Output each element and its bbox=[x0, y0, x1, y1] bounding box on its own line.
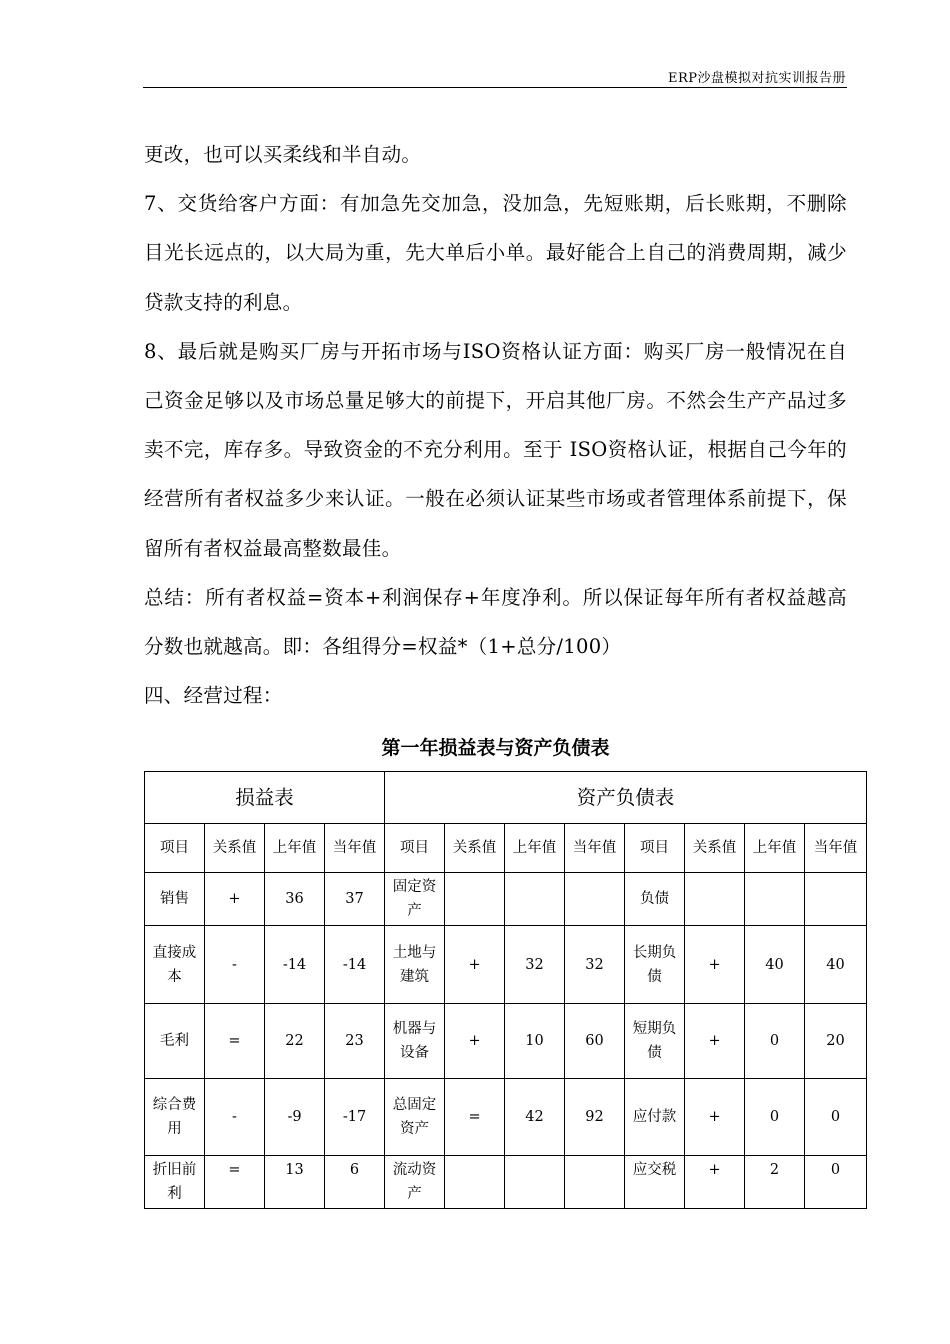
income-this-year-cell: 23 bbox=[325, 1004, 385, 1079]
income-last-year-cell: 36 bbox=[265, 873, 325, 926]
section-header-row bbox=[145, 772, 867, 824]
col-item-header: 项目 bbox=[145, 824, 205, 873]
assets-last-year-cell bbox=[505, 873, 565, 926]
liab-item-cell: 短期负债 bbox=[625, 1004, 685, 1079]
income-last-year-cell: 13 bbox=[265, 1156, 325, 1209]
paragraph: 8、最后就是购买厂房与开拓市场与ISO资格认证方面：购买厂房一般情况在自己资金足够以及市场总量足够大的前提下，开启其他厂房。不然会生产产品过多卖不完，库存多。导致资金的不充分利用。至于 ISO资格认证，根据自己今年的经营所有者权益多少来认证。一般在必须认证某些市场或者管理体系前提下，保留所有者权益最高整数最佳。 bbox=[144, 339, 847, 560]
assets-last-year-cell: 42 bbox=[505, 1079, 565, 1156]
header-divider bbox=[143, 87, 847, 88]
liab-this-year-cell bbox=[805, 873, 867, 926]
liab-item-cell: 长期负债 bbox=[625, 926, 685, 1004]
income-relation-cell: + bbox=[205, 873, 265, 926]
income-item-cell: 毛利 bbox=[145, 1004, 205, 1079]
financial-statements-table bbox=[144, 771, 867, 1209]
table-row bbox=[145, 1079, 867, 1156]
income-item-cell: 折旧前利 bbox=[145, 1156, 205, 1209]
income-relation-cell: = bbox=[205, 1004, 265, 1079]
col-relation-header: 关系值 bbox=[445, 824, 505, 873]
table-row bbox=[145, 1004, 867, 1079]
col-last-year-header: 上年值 bbox=[505, 824, 565, 873]
col-item-header: 项目 bbox=[625, 824, 685, 873]
col-this-year-header: 当年值 bbox=[565, 824, 625, 873]
liab-this-year-cell: 0 bbox=[805, 1156, 867, 1209]
body-text bbox=[144, 130, 847, 720]
income-statement-header: 损益表 bbox=[145, 772, 385, 824]
col-this-year-header: 当年值 bbox=[325, 824, 385, 873]
income-this-year-cell: 6 bbox=[325, 1156, 385, 1209]
col-last-year-header: 上年值 bbox=[745, 824, 805, 873]
assets-relation-cell: + bbox=[445, 926, 505, 1004]
table-row bbox=[145, 926, 867, 1004]
assets-this-year-cell bbox=[565, 873, 625, 926]
income-this-year-cell: -14 bbox=[325, 926, 385, 1004]
liab-relation-cell bbox=[685, 873, 745, 926]
liab-this-year-cell: 20 bbox=[805, 1004, 867, 1079]
income-relation-cell: - bbox=[205, 926, 265, 1004]
income-item-cell: 直接成本 bbox=[145, 926, 205, 1004]
running-header-title: ERP沙盘模拟对抗实训报告册 bbox=[667, 71, 846, 86]
assets-item-cell: 固定资产 bbox=[385, 873, 445, 926]
table-row bbox=[145, 1156, 867, 1209]
liab-last-year-cell bbox=[745, 873, 805, 926]
liab-relation-cell: + bbox=[685, 1156, 745, 1209]
assets-this-year-cell: 32 bbox=[565, 926, 625, 1004]
col-item-header: 项目 bbox=[385, 824, 445, 873]
income-relation-cell: = bbox=[205, 1156, 265, 1209]
col-last-year-header: 上年值 bbox=[265, 824, 325, 873]
assets-this-year-cell: 60 bbox=[565, 1004, 625, 1079]
table-row bbox=[145, 873, 867, 926]
assets-item-cell: 流动资产 bbox=[385, 1156, 445, 1209]
col-relation-header: 关系值 bbox=[205, 824, 265, 873]
paragraph: 更改，也可以买柔线和半自动。 bbox=[144, 143, 422, 166]
income-last-year-cell: -9 bbox=[265, 1079, 325, 1156]
assets-relation-cell: = bbox=[445, 1079, 505, 1156]
col-relation-header: 关系值 bbox=[685, 824, 745, 873]
liab-item-cell: 应交税 bbox=[625, 1156, 685, 1209]
assets-item-cell: 土地与建筑 bbox=[385, 926, 445, 1004]
liab-item-cell: 应付款 bbox=[625, 1079, 685, 1156]
liab-relation-cell: + bbox=[685, 926, 745, 1004]
assets-relation-cell: + bbox=[445, 1004, 505, 1079]
liab-this-year-cell: 40 bbox=[805, 926, 867, 1004]
column-header-row bbox=[145, 824, 867, 873]
assets-this-year-cell bbox=[565, 1156, 625, 1209]
income-item-cell: 综合费用 bbox=[145, 1079, 205, 1156]
assets-last-year-cell: 32 bbox=[505, 926, 565, 1004]
income-last-year-cell: -14 bbox=[265, 926, 325, 1004]
paragraph: 7、交货给客户方面：有加急先交加急，没加急，先短账期，后长账期，不删除目光长远点的，以大局为重，先大单后小单。最好能合上自己的消费周期，减少贷款支持的利息。 bbox=[144, 192, 847, 314]
assets-relation-cell bbox=[445, 873, 505, 926]
assets-last-year-cell: 10 bbox=[505, 1004, 565, 1079]
liab-last-year-cell: 0 bbox=[745, 1004, 805, 1079]
assets-last-year-cell bbox=[505, 1156, 565, 1209]
assets-relation-cell bbox=[445, 1156, 505, 1209]
table-title: 第一年损益表与资产负债表 bbox=[381, 737, 610, 759]
liab-item-cell: 负债 bbox=[625, 873, 685, 926]
income-relation-cell: - bbox=[205, 1079, 265, 1156]
paragraph: 总结：所有者权益=资本+利润保存+年度净利。所以保证每年所有者权益越高分数也就越高。即：各组得分=权益*（1+总分/100） bbox=[144, 585, 847, 659]
liab-relation-cell: + bbox=[685, 1079, 745, 1156]
income-this-year-cell: 37 bbox=[325, 873, 385, 926]
assets-item-cell: 机器与设备 bbox=[385, 1004, 445, 1079]
liab-relation-cell: + bbox=[685, 1004, 745, 1079]
paragraph: 四、经营过程： bbox=[144, 684, 283, 708]
assets-item-cell: 总固定资产 bbox=[385, 1079, 445, 1156]
income-last-year-cell: 22 bbox=[265, 1004, 325, 1079]
col-this-year-header: 当年值 bbox=[805, 824, 867, 873]
liab-last-year-cell: 2 bbox=[745, 1156, 805, 1209]
assets-this-year-cell: 92 bbox=[565, 1079, 625, 1156]
balance-sheet-header: 资产负债表 bbox=[385, 772, 867, 824]
income-item-cell: 销售 bbox=[145, 873, 205, 926]
liab-last-year-cell: 40 bbox=[745, 926, 805, 1004]
income-this-year-cell: -17 bbox=[325, 1079, 385, 1156]
liab-this-year-cell: 0 bbox=[805, 1079, 867, 1156]
liab-last-year-cell: 0 bbox=[745, 1079, 805, 1156]
